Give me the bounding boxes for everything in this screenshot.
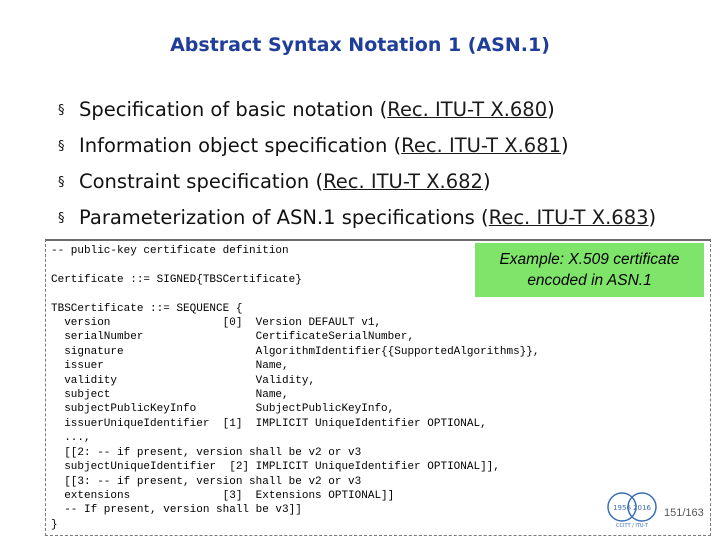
x682-link[interactable]: Rec. ITU-T X.682	[323, 170, 483, 193]
bullet-marker: §	[58, 175, 65, 190]
bullet-item: § Parameterization of ASN.1 specifications (Rec. ITU-T X.683)	[58, 206, 657, 229]
logo-year-right: 2016	[633, 504, 651, 512]
x681-link[interactable]: Rec. ITU-T X.681	[401, 134, 562, 157]
logo-label: CCITT / ITU-T	[616, 523, 648, 529]
x683-link[interactable]: Rec. ITU-T X.683	[488, 206, 649, 229]
bullet-item: § Constraint specification (Rec. ITU-T X.682)	[58, 170, 491, 193]
bullet-marker: §	[58, 103, 65, 118]
x680-link[interactable]: Rec. ITU-T X.680	[387, 98, 548, 121]
callout-line: Example: X.509 certificate	[499, 251, 680, 268]
bullet-item: § Specification of basic notation (Rec. ITU-T X.680)	[58, 98, 555, 121]
bullet-marker: §	[58, 211, 65, 226]
itu-anniversary-logo-icon	[606, 490, 658, 530]
callout-line: encoded in ASN.1	[527, 272, 652, 289]
asn1-code-listing: -- public-key certificate definition Certificate ::= SIGNED{TBSCertificate} TBSCertificate ::= SEQUENCE { version [0] Version DEFAULT v1, serialNumber CertificateSerialNumber, signature AlgorithmIdentifier{{SupportedAlgorithms}}, issuer Name, validity Validity, subject Name, subjectPublicKeyInfo SubjectPublicKeyInfo, issuerUniqueIdentifier [1] IMPLICIT UniqueIdentifier OPTIONAL, ..., [[2: -- if present, version shall be v2 or v3 subjectUniqueIdentifier [2] IMPLICIT UniqueIdentifier OPTIONAL]], [[3: -- if present, version shall be v2 or v3 extensions [3] Extensions OPTIONAL]] -- If present, version shall be v3]] }	[51, 245, 540, 531]
page-number: 151/163	[664, 507, 704, 519]
logo-year-left: 1956	[613, 504, 631, 512]
slide-title: Abstract Syntax Notation 1 (ASN.1)	[170, 34, 550, 56]
example-callout	[475, 243, 704, 297]
bullet-marker: §	[58, 139, 65, 154]
bullet-item: § Information object specification (Rec. ITU-T X.681)	[58, 134, 569, 157]
bullet-list	[58, 98, 656, 242]
